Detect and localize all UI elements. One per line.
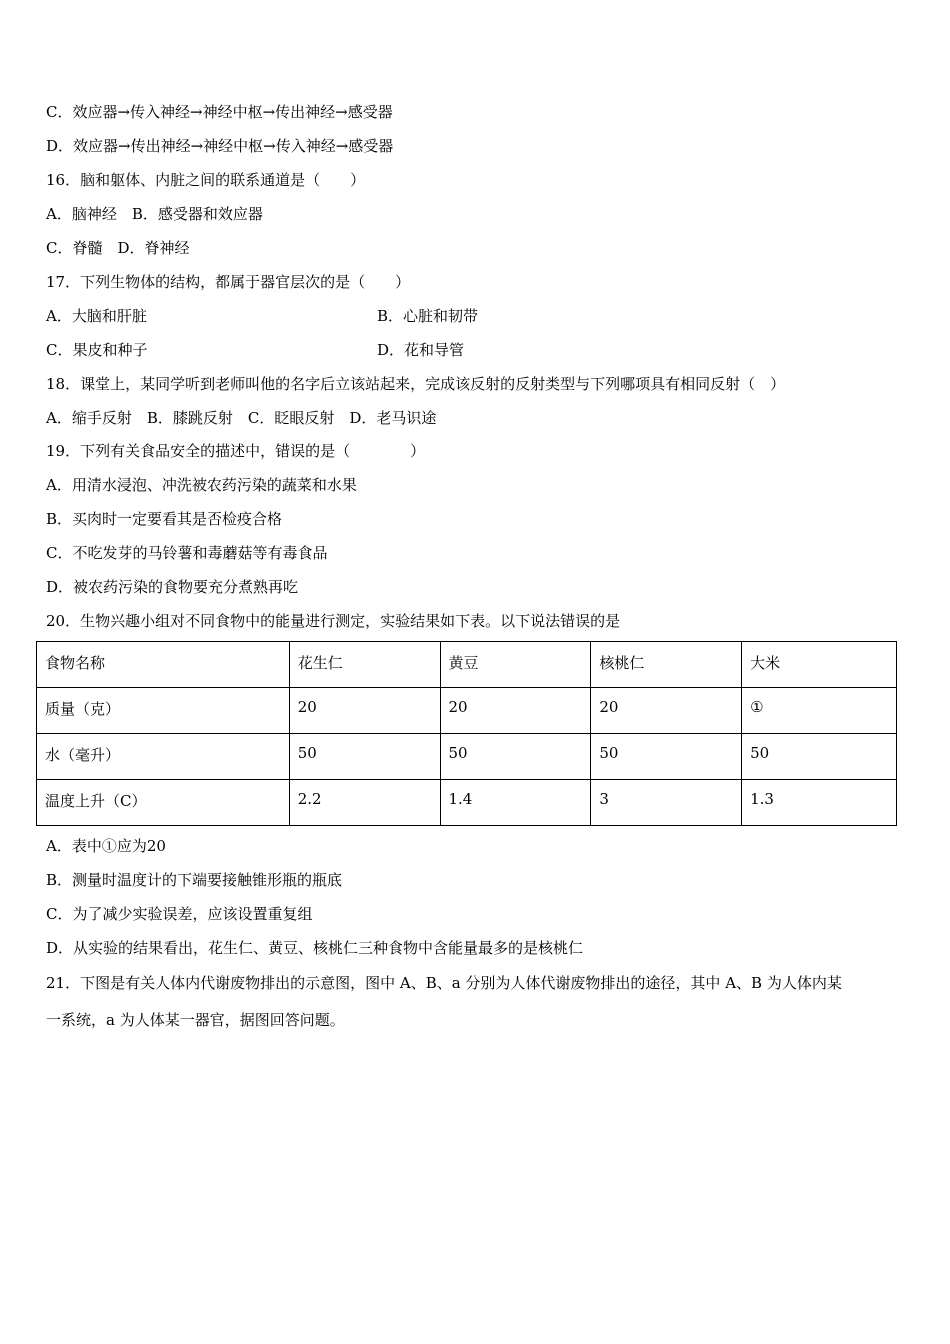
table-cell: 质量（克） [37, 688, 290, 734]
q20-option-b: B．测量时温度计的下端要接触锥形瓶的瓶底 [46, 871, 343, 889]
q20-option-d: D．从实验的结果看出，花生仁、黄豆、核桃仁三种食物中含能量最多的是核桃仁 [46, 939, 584, 957]
table-cell: 50 [289, 734, 440, 780]
table-cell: 花生仁 [289, 642, 440, 688]
table-cell: 核桃仁 [591, 642, 742, 688]
table-cell: 大米 [742, 642, 897, 688]
q21-question-line-1: 21．下图是有关人体内代谢废物排出的示意图，图中 A、B、a 分别为人体代谢废物排出的途径，其中 A、B 为人体内某 [46, 974, 842, 992]
table-cell: 3 [591, 780, 742, 826]
table-row [37, 734, 897, 780]
q19-option-d: D．被农药污染的食物要充分煮熟再吃 [46, 578, 299, 596]
q21-question-line-2: 一系统，a 为人体某一器官，据图回答问题。 [46, 1011, 345, 1029]
table-row [37, 688, 897, 734]
table-cell: 黄豆 [440, 642, 591, 688]
q15-option-c: C．效应器→传入神经→神经中枢→传出神经→感受器 [46, 103, 393, 121]
table-cell: 20 [289, 688, 440, 734]
q16-options-cd: C．脊髓 D．脊神经 [46, 239, 190, 257]
table-row [37, 780, 897, 826]
q20-option-a: A．表中①应为20 [46, 837, 166, 855]
q16-question: 16．脑和躯体、内脏之间的联系通道是（ ） [46, 171, 366, 189]
table-cell: 50 [440, 734, 591, 780]
table-cell: 50 [591, 734, 742, 780]
table-cell: 1.3 [742, 780, 897, 826]
table-cell: 50 [742, 734, 897, 780]
q17-option-d: D．花和导管 [377, 341, 465, 359]
q19-option-c: C．不吃发芽的马铃薯和毒蘑菇等有毒食品 [46, 544, 328, 562]
table-cell: 水（毫升） [37, 734, 290, 780]
q19-option-b: B．买肉时一定要看其是否检疫合格 [46, 510, 283, 528]
table-cell: 温度上升（C） [37, 780, 290, 826]
table-cell: 20 [440, 688, 591, 734]
q17-option-b: B．心脏和韧带 [377, 307, 479, 325]
q18-question: 18．课堂上，某同学听到老师叫他的名字后立该站起来，完成该反射的反射类型与下列哪项具有相同反射（ ） [46, 375, 786, 393]
q15-option-d: D．效应器→传出神经→神经中枢→传入神经→感受器 [46, 137, 394, 155]
table-header-row [37, 642, 897, 688]
food-energy-table [36, 641, 897, 826]
q19-option-a: A．用清水浸泡、冲洗被农药污染的蔬菜和水果 [46, 476, 357, 494]
q17-option-a: A．大脑和肝脏 [46, 307, 147, 325]
table-cell: 20 [591, 688, 742, 734]
q20-option-c: C．为了减少实验误差，应该设置重复组 [46, 905, 313, 923]
table-cell: 2.2 [289, 780, 440, 826]
q17-question: 17．下列生物体的结构，都属于器官层次的是（ ） [46, 273, 411, 291]
q16-options-ab: A．脑神经 B．感受器和效应器 [46, 205, 263, 223]
table-cell: 食物名称 [37, 642, 290, 688]
table-cell: 1.4 [440, 780, 591, 826]
q17-option-c: C．果皮和种子 [46, 341, 148, 359]
q20-question: 20．生物兴趣小组对不同食物中的能量进行测定，实验结果如下表。以下说法错误的是 [46, 612, 621, 630]
table-cell: ① [742, 688, 897, 734]
q19-question: 19．下列有关食品安全的描述中，错误的是（ ） [46, 442, 426, 460]
q18-options: A．缩手反射 B．膝跳反射 C．眨眼反射 D．老马识途 [46, 409, 437, 427]
